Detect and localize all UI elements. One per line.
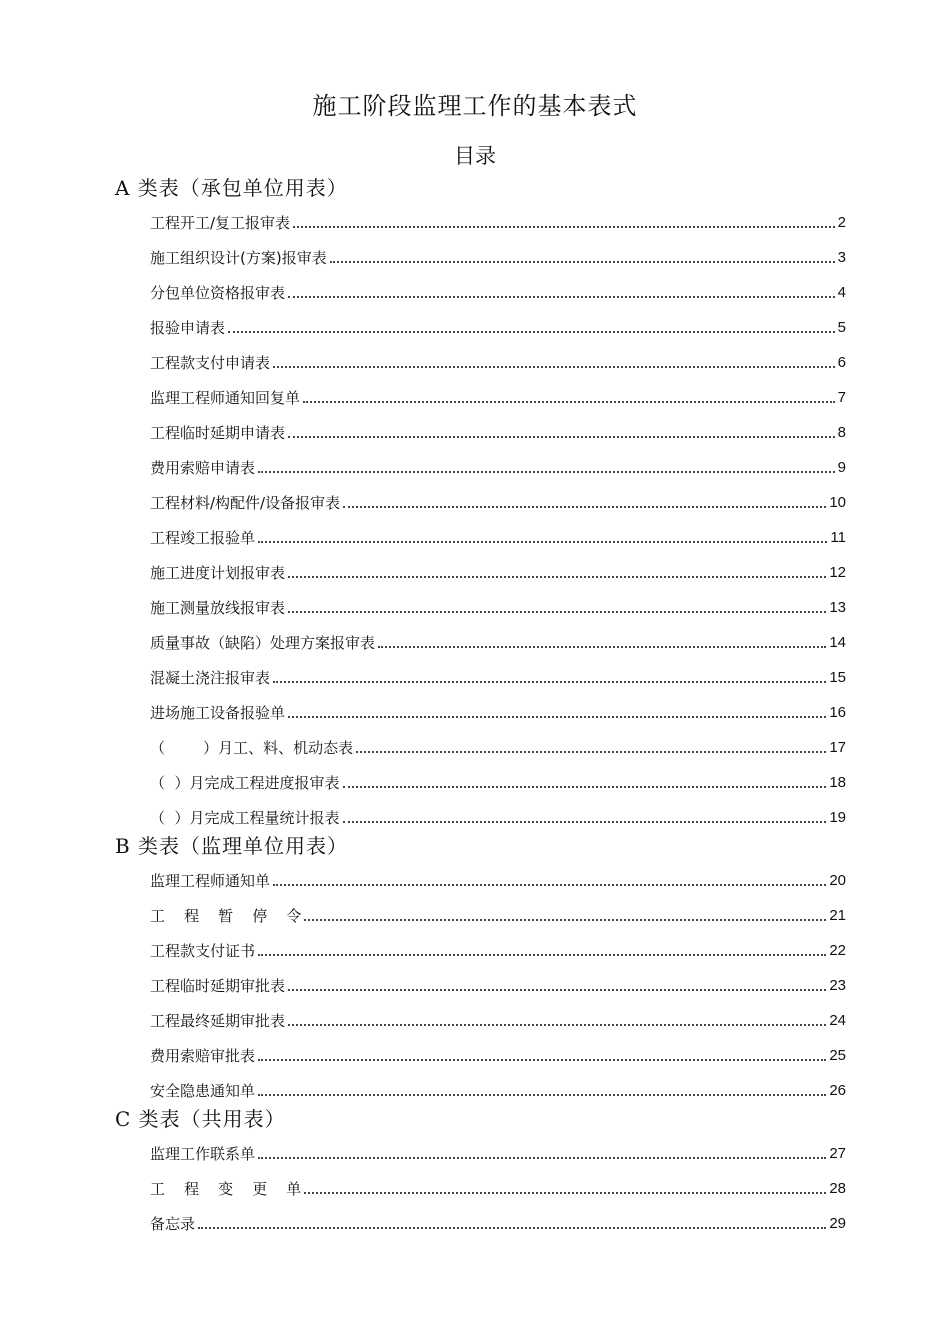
- dot-leader: [343, 821, 827, 823]
- toc-entry-label: 费用索赔审批表: [150, 1047, 256, 1065]
- toc-entry-page-number: 18: [829, 774, 846, 791]
- dot-leader: [288, 989, 826, 991]
- toc-entry-page-number: 10: [829, 494, 846, 511]
- toc-entry-page-number: 13: [829, 599, 846, 616]
- toc-entry-page-number: 23: [829, 977, 846, 994]
- toc-entry-label: 工程临时延期审批表: [150, 977, 286, 995]
- toc-entry-page-number: 11: [830, 529, 846, 546]
- toc-entry-label: 监理工程师通知单: [150, 872, 271, 890]
- toc-entry-label: 监理工作联系单: [150, 1145, 256, 1163]
- toc-entry-page-number: 14: [829, 634, 846, 651]
- toc-entry-label: （ ）月工、料、机动态表: [150, 739, 354, 757]
- toc-entry[interactable]: [150, 940, 846, 962]
- dot-leader: [258, 1157, 826, 1159]
- toc-entry-label: 监理工程师通知回复单: [150, 389, 301, 407]
- toc-entry-page-number: 25: [829, 1047, 846, 1064]
- toc-entry[interactable]: [150, 667, 846, 689]
- toc-entry-page-number: 5: [837, 319, 846, 336]
- toc-entry[interactable]: [150, 1143, 846, 1165]
- toc-entry-label: 费用索赔申请表: [150, 459, 256, 477]
- toc-entry[interactable]: [150, 870, 846, 892]
- toc-entry[interactable]: [150, 1178, 846, 1200]
- dot-leader: [288, 716, 826, 718]
- toc-entry-page-number: 8: [837, 424, 846, 441]
- toc-entry[interactable]: [150, 1045, 846, 1067]
- toc-entry-label: 混凝土浇注报审表: [150, 669, 271, 687]
- toc-entry-label: 工程材料/构配件/设备报审表: [150, 494, 341, 512]
- toc-entry-label: 工程最终延期审批表: [150, 1012, 286, 1030]
- section-heading: C 类表（共用表）: [115, 1107, 286, 1131]
- toc-entry[interactable]: [150, 562, 846, 584]
- toc-entry-label: 报验申请表: [150, 319, 226, 337]
- toc-entry-label: 工 程 变 更 单: [150, 1180, 302, 1198]
- toc-entry-page-number: 9: [837, 459, 846, 476]
- dot-leader: [288, 576, 826, 578]
- toc-entry-page-number: 6: [837, 354, 846, 371]
- dot-leader: [198, 1227, 826, 1229]
- toc-entry-page-number: 22: [829, 942, 846, 959]
- dot-leader: [273, 366, 835, 368]
- section-heading: B 类表（监理单位用表）: [115, 834, 349, 858]
- toc-entry-page-number: 19: [829, 809, 846, 826]
- toc-entry-page-number: 29: [829, 1215, 846, 1232]
- toc-entry-label: （ ）月完成工程进度报审表: [150, 774, 340, 792]
- dot-leader: [273, 681, 826, 683]
- toc-entry-label: 工程临时延期申请表: [150, 424, 286, 442]
- dot-leader: [343, 506, 826, 508]
- toc-entry-label: 工 程 暂 停 令: [150, 907, 302, 925]
- toc-entry[interactable]: [150, 1213, 846, 1235]
- toc-entry-label: 质量事故（缺陷）处理方案报审表: [150, 634, 376, 652]
- toc-entry-label: 施工进度计划报审表: [150, 564, 286, 582]
- toc-heading: 目录: [454, 144, 496, 168]
- toc-entry-label: 安全隐患通知单: [150, 1082, 256, 1100]
- toc-entry-label: 工程款支付申请表: [150, 354, 271, 372]
- toc-entry[interactable]: [150, 632, 846, 654]
- dot-leader: [258, 954, 826, 956]
- toc-entry[interactable]: [150, 597, 846, 619]
- document-title: 施工阶段监理工作的基本表式: [312, 92, 638, 120]
- toc-entry-label: 施工组织设计(方案)报审表: [150, 249, 327, 267]
- toc-entry[interactable]: [150, 905, 846, 927]
- toc-entry-page-number: 24: [829, 1012, 846, 1029]
- dot-leader: [258, 471, 835, 473]
- dot-leader: [288, 1024, 826, 1026]
- toc-entry-page-number: 26: [829, 1082, 846, 1099]
- toc-entry[interactable]: [150, 212, 846, 234]
- toc-entry-page-number: 27: [829, 1145, 846, 1162]
- dot-leader: [356, 751, 826, 753]
- toc-entry[interactable]: [150, 247, 846, 269]
- toc-entry[interactable]: [150, 422, 846, 444]
- toc-entry-page-number: 4: [837, 284, 846, 301]
- toc-entry-label: （ ）月完成工程量统计报表: [150, 809, 340, 827]
- dot-leader: [378, 646, 826, 648]
- toc-entry[interactable]: [150, 352, 846, 374]
- toc-entry[interactable]: [150, 1080, 846, 1102]
- toc-entry[interactable]: [150, 457, 846, 479]
- toc-entry-label: 工程款支付证书: [150, 942, 256, 960]
- toc-entry[interactable]: [150, 492, 846, 514]
- dot-leader: [258, 541, 827, 543]
- toc-entry-label: 备忘录: [150, 1215, 196, 1233]
- toc-entry[interactable]: [150, 975, 846, 997]
- toc-entry[interactable]: [150, 282, 846, 304]
- dot-leader: [228, 331, 835, 333]
- toc-entry-page-number: 20: [829, 872, 846, 889]
- toc-entry-page-number: 15: [829, 669, 846, 686]
- dot-leader: [304, 919, 826, 921]
- toc-entry[interactable]: [150, 772, 846, 794]
- toc-entry-page-number: 3: [837, 249, 846, 266]
- toc-entry-label: 工程开工/复工报审表: [150, 214, 291, 232]
- toc-entry-page-number: 21: [829, 907, 846, 924]
- toc-entry-page-number: 17: [829, 739, 846, 756]
- toc-entry-page-number: 2: [837, 214, 846, 231]
- toc-entry-label: 工程竣工报验单: [150, 529, 256, 547]
- toc-entry-label: 施工测量放线报审表: [150, 599, 286, 617]
- toc-entry-page-number: 28: [829, 1180, 846, 1197]
- dot-leader: [288, 611, 826, 613]
- toc-entry[interactable]: [150, 317, 846, 339]
- dot-leader: [273, 884, 826, 886]
- dot-leader: [330, 261, 835, 263]
- toc-entry[interactable]: [150, 387, 846, 409]
- toc-entry[interactable]: [150, 702, 846, 724]
- toc-entry-label: 分包单位资格报审表: [150, 284, 286, 302]
- section-heading: A 类表（承包单位用表）: [115, 176, 348, 200]
- dot-leader: [258, 1094, 826, 1096]
- toc-entry-page-number: 7: [837, 389, 846, 406]
- dot-leader: [288, 296, 835, 298]
- dot-leader: [288, 436, 835, 438]
- toc-entry[interactable]: [150, 807, 846, 829]
- toc-entry-page-number: 12: [829, 564, 846, 581]
- dot-leader: [304, 1192, 826, 1194]
- toc-entry[interactable]: [150, 1010, 846, 1032]
- toc-entry[interactable]: [150, 737, 846, 759]
- toc-entry[interactable]: [150, 527, 846, 549]
- toc-entry-page-number: 16: [829, 704, 846, 721]
- toc-entry-label: 进场施工设备报验单: [150, 704, 286, 722]
- dot-leader: [303, 401, 835, 403]
- dot-leader: [343, 786, 827, 788]
- dot-leader: [293, 226, 835, 228]
- dot-leader: [258, 1059, 826, 1061]
